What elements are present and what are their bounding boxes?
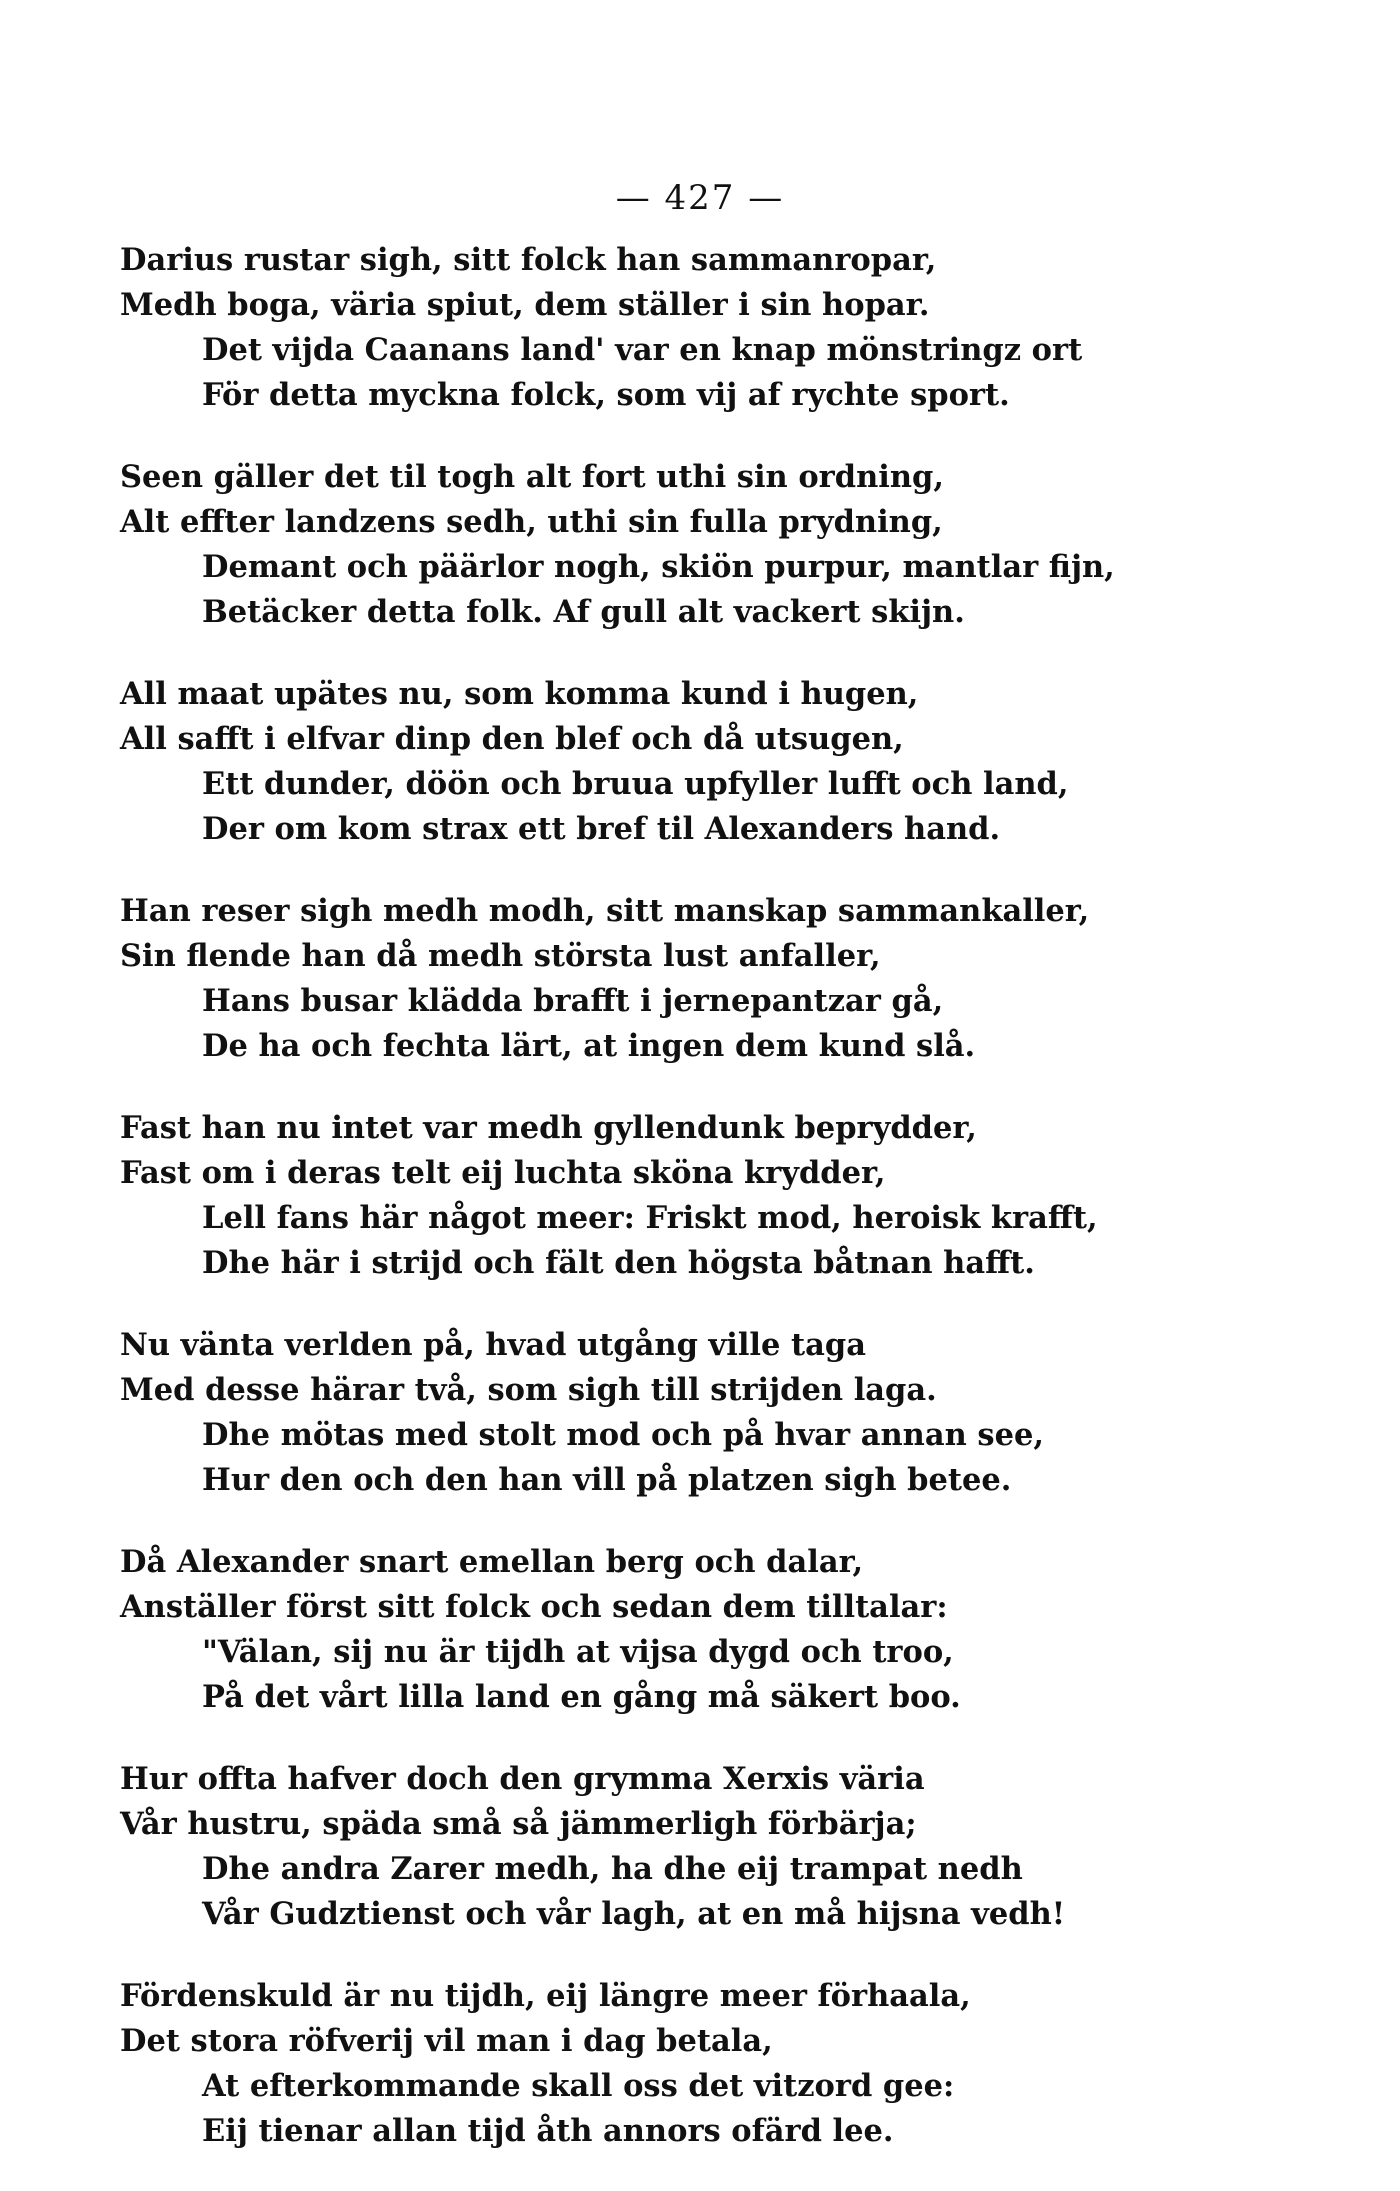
verse-line: At efterkommande skall oss det vitzord gee: [202, 2068, 955, 2104]
verse-line: De ha och fechta lärt, at ingen dem kund slå. [202, 1028, 976, 1064]
poem [120, 238, 1300, 2191]
verse-line: Med desse härar två, som sigh till strijden laga. [120, 1372, 937, 1408]
stanza [120, 1757, 1300, 1937]
verse-line: Sin flende han då medh största lust anfaller, [120, 938, 881, 974]
verse-line: Vår hustru, späda små så jämmerligh förbärja; [120, 1806, 917, 1842]
verse-line: Betäcker detta folk. Af gull alt vackert skijn. [202, 594, 965, 630]
verse-line: Demant och päärlor nogh, skiön purpur, mantlar fijn, [202, 549, 1115, 585]
verse-line: Fast han nu intet var medh gyllendunk beprydder, [120, 1110, 977, 1146]
stanza [120, 1323, 1300, 1503]
verse-line: För detta myckna folck, som vij af rychte sport. [202, 377, 1010, 413]
verse-line: Vår Gudztienst och vår lagh, at en må hijsna vedh! [202, 1896, 1066, 1932]
stanza [120, 1540, 1300, 1720]
stanza [120, 1106, 1300, 1286]
verse-line: Ett dunder, döön och bruua upfyller lufft och land, [202, 766, 1069, 802]
verse-line: Hur offta hafver doch den grymma Xerxis väria [120, 1761, 925, 1797]
stanza [120, 238, 1300, 418]
verse-line: Der om kom strax ett bref til Alexanders hand. [202, 811, 1001, 847]
stanza [120, 889, 1300, 1069]
verse-line: Hur den och den han vill på platzen sigh betee. [202, 1462, 1012, 1498]
verse-line: Lell fans här något meer: Friskt mod, heroisk krafft, [202, 1200, 1098, 1236]
verse-line: Dhe andra Zarer medh, ha dhe eij trampat nedh [202, 1851, 1023, 1887]
verse-line: Då Alexander snart emellan berg och dalar, [120, 1544, 864, 1580]
verse-line: All safft i elfvar dinp den blef och då utsugen, [120, 721, 904, 757]
verse-line: "Välan, sij nu är tijdh at vijsa dygd och troo, [202, 1634, 954, 1670]
verse-line: Eij tienar allan tijd åth annors ofärd lee. [202, 2113, 894, 2149]
verse-line: Fördenskuld är nu tijdh, eij längre meer förhaala, [120, 1978, 971, 2014]
stanza [120, 672, 1300, 852]
verse-line: Medh boga, väria spiut, dem ställer i sin hopar. [120, 287, 930, 323]
verse-line: På det vårt lilla land en gång må säkert boo. [202, 1679, 961, 1715]
page-number: — 427 — [615, 178, 785, 218]
verse-line: Seen gäller det til togh alt fort uthi sin ordning, [120, 459, 944, 495]
stanza [120, 1974, 1300, 2154]
verse-line: Anställer först sitt folck och sedan dem tilltalar: [120, 1589, 948, 1625]
verse-line: Det stora röfverij vil man i dag betala, [120, 2023, 773, 2059]
verse-line: Dhe mötas med stolt mod och på hvar annan see, [202, 1417, 1045, 1453]
verse-line: Fast om i deras telt eij luchta sköna krydder, [120, 1155, 886, 1191]
verse-line: Darius rustar sigh, sitt folck han sammanropar, [120, 242, 937, 278]
stanza [120, 455, 1300, 635]
verse-line: Dhe här i strijd och fält den högsta båtnan hafft. [202, 1245, 1035, 1281]
verse-line: Det vijda Caanans land' var en knap mönstringz ort [202, 332, 1083, 368]
verse-line: All maat upätes nu, som komma kund i hugen, [120, 676, 919, 712]
verse-line: Hans busar klädda brafft i jernepantzar gå, [202, 983, 944, 1019]
verse-line: Han reser sigh medh modh, sitt manskap sammankaller, [120, 893, 1090, 929]
verse-line: Nu vänta verlden på, hvad utgång ville taga [120, 1327, 866, 1363]
verse-line: Alt effter landzens sedh, uthi sin fulla prydning, [120, 504, 943, 540]
